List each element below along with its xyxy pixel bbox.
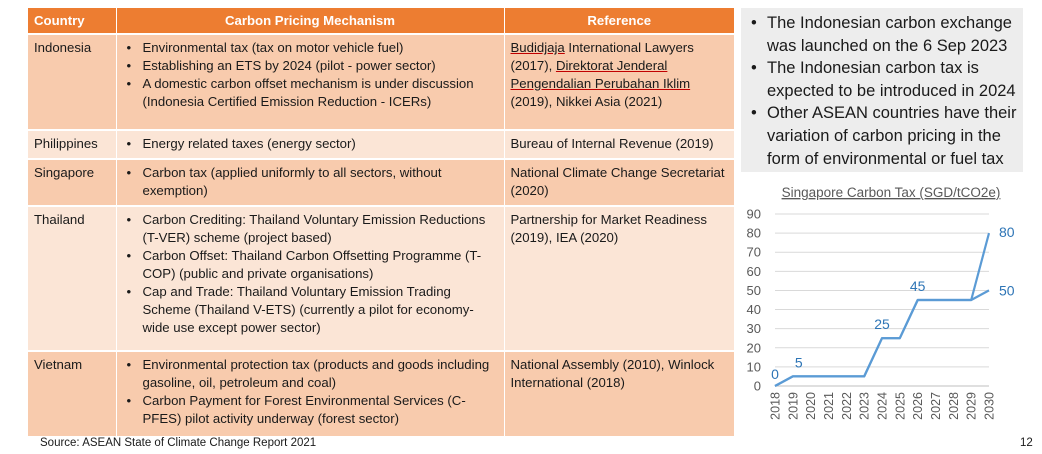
x-tick-label: 2029: [964, 392, 979, 420]
x-tick-label: 2027: [929, 392, 943, 420]
table-row-singapore: [28, 159, 734, 206]
x-tick-label: 2022: [839, 392, 854, 420]
table-row-thailand: [28, 206, 734, 351]
list-item: • Environmental tax (tax on motor vehicle fuel): [123, 39, 498, 57]
series-line-2: [775, 290, 989, 386]
reference-cell: National Assembly (2010), Winlock International (2018): [504, 351, 734, 437]
y-tick-label: 20: [746, 340, 761, 356]
list-item: • Carbon Payment for Forest Environmental Services (C-PFES) pilot activity underway (forest sector): [123, 392, 498, 428]
mechanism-list: [123, 39, 498, 111]
mechanism-list: [123, 164, 498, 200]
country-cell: Vietnam: [28, 351, 116, 437]
table-header-row: [28, 8, 734, 34]
y-tick-label: 10: [746, 359, 761, 375]
key-notes-box: [741, 8, 1023, 172]
reference-text: International Lawyers (2017),: [510, 40, 694, 73]
y-tick-label: 90: [746, 206, 761, 222]
header-country: Country: [28, 8, 116, 34]
mechanism-list: [123, 211, 498, 337]
country-cell: Philippines: [28, 130, 116, 159]
mechanism-list: [123, 135, 498, 153]
header-reference: Reference: [504, 8, 734, 34]
x-tick-label: 2018: [768, 392, 783, 420]
y-tick-label: 50: [746, 282, 761, 298]
list-item: • A domestic carbon offset mechanism is under discussion (Indonesia Certified Emission Reduction - ICERs): [123, 75, 498, 111]
mechanism-cell: [116, 159, 504, 206]
notes-list: [751, 12, 1017, 170]
chart-title: Singapore Carbon Tax (SGD/tCO2e): [781, 185, 1001, 200]
table-row-indonesia: [28, 34, 734, 130]
x-tick-label: 2026: [911, 392, 926, 420]
country-cell: Indonesia: [28, 34, 116, 130]
list-item: • Cap and Trade: Thailand Voluntary Emission Trading Scheme (Thailand V-ETS) (currently a pilot for economy-wide use except power sector): [123, 283, 498, 337]
data-label: 5: [794, 354, 803, 371]
data-label: 0: [771, 366, 779, 382]
mechanism-cell: [116, 130, 504, 159]
carbon-pricing-table: [28, 8, 734, 438]
x-tick-label: 2024: [875, 392, 890, 420]
reference-cell: [504, 34, 734, 130]
reference-cell: Partnership for Market Readiness (2019), IEA (2020): [504, 206, 734, 351]
list-item: • Energy related taxes (energy sector): [123, 135, 498, 153]
y-tick-label: 30: [746, 321, 761, 337]
list-item: • Carbon Offset: Thailand Carbon Offsetting Programme (T-COP) (public and private organisations): [123, 247, 498, 283]
x-tick-label: 2028: [946, 392, 961, 420]
note-item: • Other ASEAN countries have their variation of carbon pricing in the form of environmental or fuel tax: [751, 102, 1017, 170]
x-tick-label: 2019: [786, 392, 801, 420]
data-label: 45: [909, 278, 926, 294]
x-tick-label: 2025: [893, 392, 908, 420]
data-label: 25: [874, 316, 890, 333]
mechanism-cell: [116, 34, 504, 130]
header-mechanism: Carbon Pricing Mechanism: [116, 8, 504, 34]
note-item: • The Indonesian carbon exchange was launched on the 6 Sep 2023: [751, 12, 1017, 57]
x-tick-label: 2030: [982, 392, 997, 420]
y-tick-label: 0: [753, 378, 761, 394]
list-item: • Establishing an ETS by 2024 (pilot - power sector): [123, 57, 498, 75]
country-cell: Thailand: [28, 206, 116, 351]
y-tick-label: 80: [746, 225, 761, 241]
list-item: • Carbon Crediting: Thailand Voluntary Emission Reductions (T-VER) scheme (project based): [123, 211, 498, 247]
note-item: • The Indonesian carbon tax is expected to be introduced in 2024: [751, 57, 1017, 102]
data-label: 80: [999, 224, 1015, 241]
page-number: 12: [1020, 437, 1033, 449]
chart-x-axis: [769, 392, 997, 420]
y-tick-label: 70: [746, 244, 761, 260]
table-row-vietnam: [28, 351, 734, 437]
mechanism-cell: [116, 206, 504, 351]
mechanism-cell: [116, 351, 504, 437]
country-cell: Singapore: [28, 159, 116, 206]
reference-link-direktorat[interactable]: Direktorat Jenderal Pengendalian Perubahan Iklim: [510, 58, 691, 91]
x-tick-label: 2021: [822, 392, 836, 420]
x-tick-label: 2020: [804, 392, 819, 420]
data-label: 50: [999, 282, 1015, 299]
table-row-philippines: [28, 130, 734, 159]
chart-data-labels: [771, 224, 1015, 382]
list-item: • Environmental protection tax (products and goods including gasoline, oil, petroleum and coal): [123, 356, 498, 392]
y-tick-label: 60: [746, 263, 761, 279]
chart-y-axis: [747, 207, 761, 394]
y-tick-label: 40: [746, 302, 761, 318]
reference-link-budidjaja[interactable]: Budidjaja: [510, 40, 565, 55]
reference-cell: National Climate Change Secretariat (2020): [504, 159, 734, 206]
reference-cell: Bureau of Internal Revenue (2019): [504, 130, 734, 159]
list-item: • Carbon tax (applied uniformly to all sectors, without exemption): [123, 164, 498, 200]
source-note: Source: ASEAN State of Climate Change Report 2021: [40, 437, 317, 449]
mechanism-list: [123, 356, 498, 428]
reference-text: (2019), Nikkei Asia (2021): [510, 94, 663, 109]
x-tick-label: 2023: [857, 392, 872, 420]
singapore-carbon-tax-chart: [741, 180, 1033, 434]
